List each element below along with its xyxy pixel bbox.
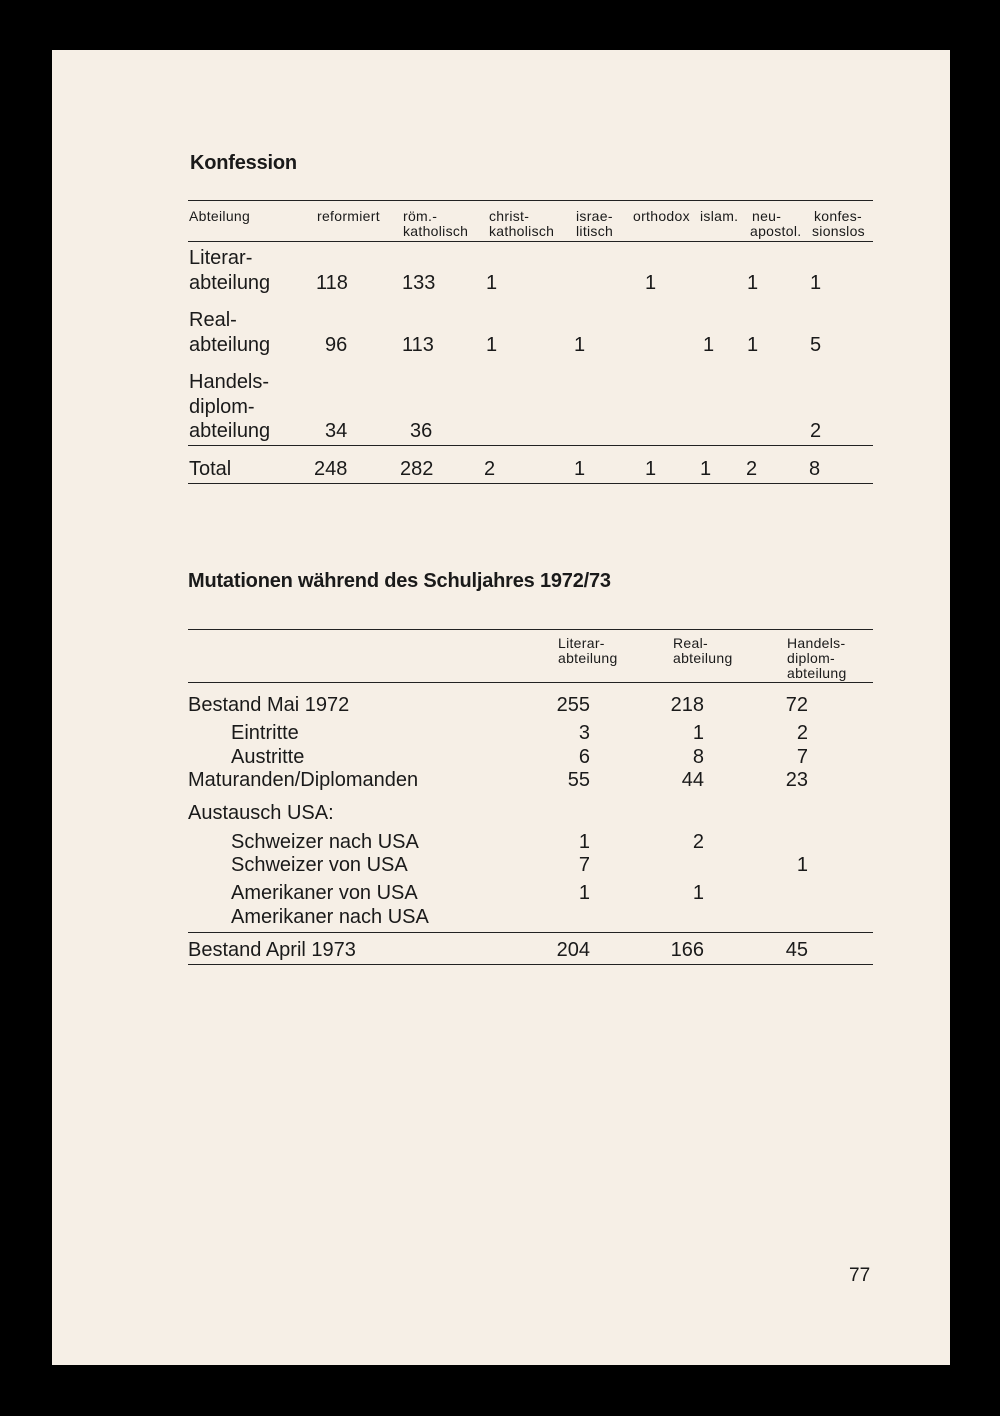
row-label: Eintritte	[231, 722, 299, 744]
cell-handels: 1	[796, 854, 808, 876]
table2-rule-final	[188, 932, 873, 933]
cell-roem: 113	[402, 334, 434, 356]
cell-literar: 255	[556, 694, 590, 716]
cell-islam: 1	[703, 334, 715, 356]
cell-roem: 133	[402, 272, 436, 294]
document-page	[52, 50, 950, 1365]
header-konf-line1: konfes-	[814, 208, 863, 224]
total-orthodox: 1	[645, 458, 657, 480]
final-handels: 45	[785, 939, 808, 961]
cell-handels: 72	[785, 694, 808, 716]
table-rule-bottom	[188, 483, 873, 484]
cell-real: 2	[692, 831, 704, 853]
total-reformiert: 248	[314, 458, 348, 480]
row-label: Schweizer nach USA	[231, 831, 419, 853]
cell-literar: 1	[578, 831, 590, 853]
cell-neu: 1	[747, 272, 759, 294]
cell-real: 1	[692, 722, 704, 744]
cell-literar: 1	[578, 882, 590, 904]
header-handels-line3: abteilung	[787, 665, 847, 681]
row-label-line: abteilung	[189, 420, 271, 442]
header-real-line2: abteilung	[673, 650, 733, 666]
row-label: Amerikaner nach USA	[231, 906, 429, 928]
cell-orthodox: 1	[645, 272, 657, 294]
header-israe-line1: israe-	[576, 208, 613, 224]
final-real: 166	[670, 939, 704, 961]
row-label-line: diplom-	[189, 396, 255, 418]
cell-christ: 1	[486, 334, 498, 356]
total-roem: 282	[400, 458, 434, 480]
page-number: 77	[849, 1265, 871, 1286]
cell-konf: 1	[810, 272, 822, 294]
header-literar-line1: Literar-	[558, 635, 605, 651]
cell-reformiert: 118	[316, 272, 348, 294]
row-label: Bestand Mai 1972	[188, 694, 350, 716]
section-title-mutationen: Mutationen während des Schuljahres 1972/73	[188, 570, 611, 592]
table-rule-total	[188, 445, 873, 446]
header-israe-line2: litisch	[576, 223, 614, 239]
cell-israe: 1	[574, 334, 586, 356]
cell-real: 1	[692, 882, 704, 904]
row-label: Austausch USA:	[188, 802, 334, 824]
row-label-line: Real-	[189, 309, 237, 331]
header-islam: islam.	[700, 208, 739, 224]
cell-literar: 7	[578, 854, 590, 876]
cell-roem: 36	[410, 420, 433, 442]
cell-literar: 3	[578, 722, 590, 744]
table-rule-header	[188, 241, 873, 242]
header-handels-line1: Handels-	[787, 635, 846, 651]
header-roem-line1: röm.-	[403, 208, 438, 224]
header-konf-line2: sionslos	[812, 223, 865, 239]
cell-literar: 6	[578, 746, 590, 768]
table2-rule-bottom	[188, 964, 873, 965]
row-label: Schweizer von USA	[231, 854, 408, 876]
cell-handels: 2	[796, 722, 808, 744]
header-handels-line2: diplom-	[787, 650, 836, 666]
cell-real: 8	[692, 746, 704, 768]
row-label-line: abteilung	[189, 334, 271, 356]
table2-rule-header	[188, 682, 873, 683]
header-christ-line2: katholisch	[489, 223, 555, 239]
cell-neu: 1	[747, 334, 759, 356]
total-islam: 1	[700, 458, 712, 480]
header-real-line1: Real-	[673, 635, 708, 651]
cell-handels: 7	[796, 746, 808, 768]
row-label-line: Handels-	[189, 371, 270, 393]
cell-konf: 5	[810, 334, 822, 356]
table2-rule-top	[188, 629, 873, 630]
final-literar: 204	[556, 939, 590, 961]
row-label: Amerikaner von USA	[231, 882, 418, 904]
header-roem-line2: katholisch	[403, 223, 469, 239]
cell-reformiert: 96	[325, 334, 348, 356]
cell-reformiert: 34	[325, 420, 348, 442]
table-rule-top	[188, 200, 873, 201]
cell-real: 218	[670, 694, 704, 716]
row-label-line: Literar-	[189, 247, 253, 269]
header-literar-line2: abteilung	[558, 650, 618, 666]
section-title-konfession: Konfession	[190, 152, 297, 174]
row-label: Maturanden/Diplomanden	[188, 769, 419, 791]
final-label: Bestand April 1973	[188, 939, 356, 961]
row-label-line: abteilung	[189, 272, 271, 294]
cell-real: 44	[681, 769, 704, 791]
row-label: Austritte	[231, 746, 305, 768]
header-neu-line2: apostol.	[750, 223, 802, 239]
total-israe: 1	[574, 458, 586, 480]
header-christ-line1: christ-	[489, 208, 530, 224]
header-reformiert: reformiert	[317, 208, 380, 224]
header-abteilung: Abteilung	[189, 208, 251, 224]
total-konf: 8	[809, 458, 821, 480]
total-label: Total	[189, 458, 232, 480]
total-neu: 2	[746, 458, 758, 480]
header-orthodox: orthodox	[633, 208, 690, 224]
cell-christ: 1	[486, 272, 498, 294]
cell-konf: 2	[810, 420, 822, 442]
total-christ: 2	[484, 458, 496, 480]
cell-literar: 55	[567, 769, 590, 791]
header-neu-line1: neu-	[752, 208, 782, 224]
cell-handels: 23	[785, 769, 808, 791]
